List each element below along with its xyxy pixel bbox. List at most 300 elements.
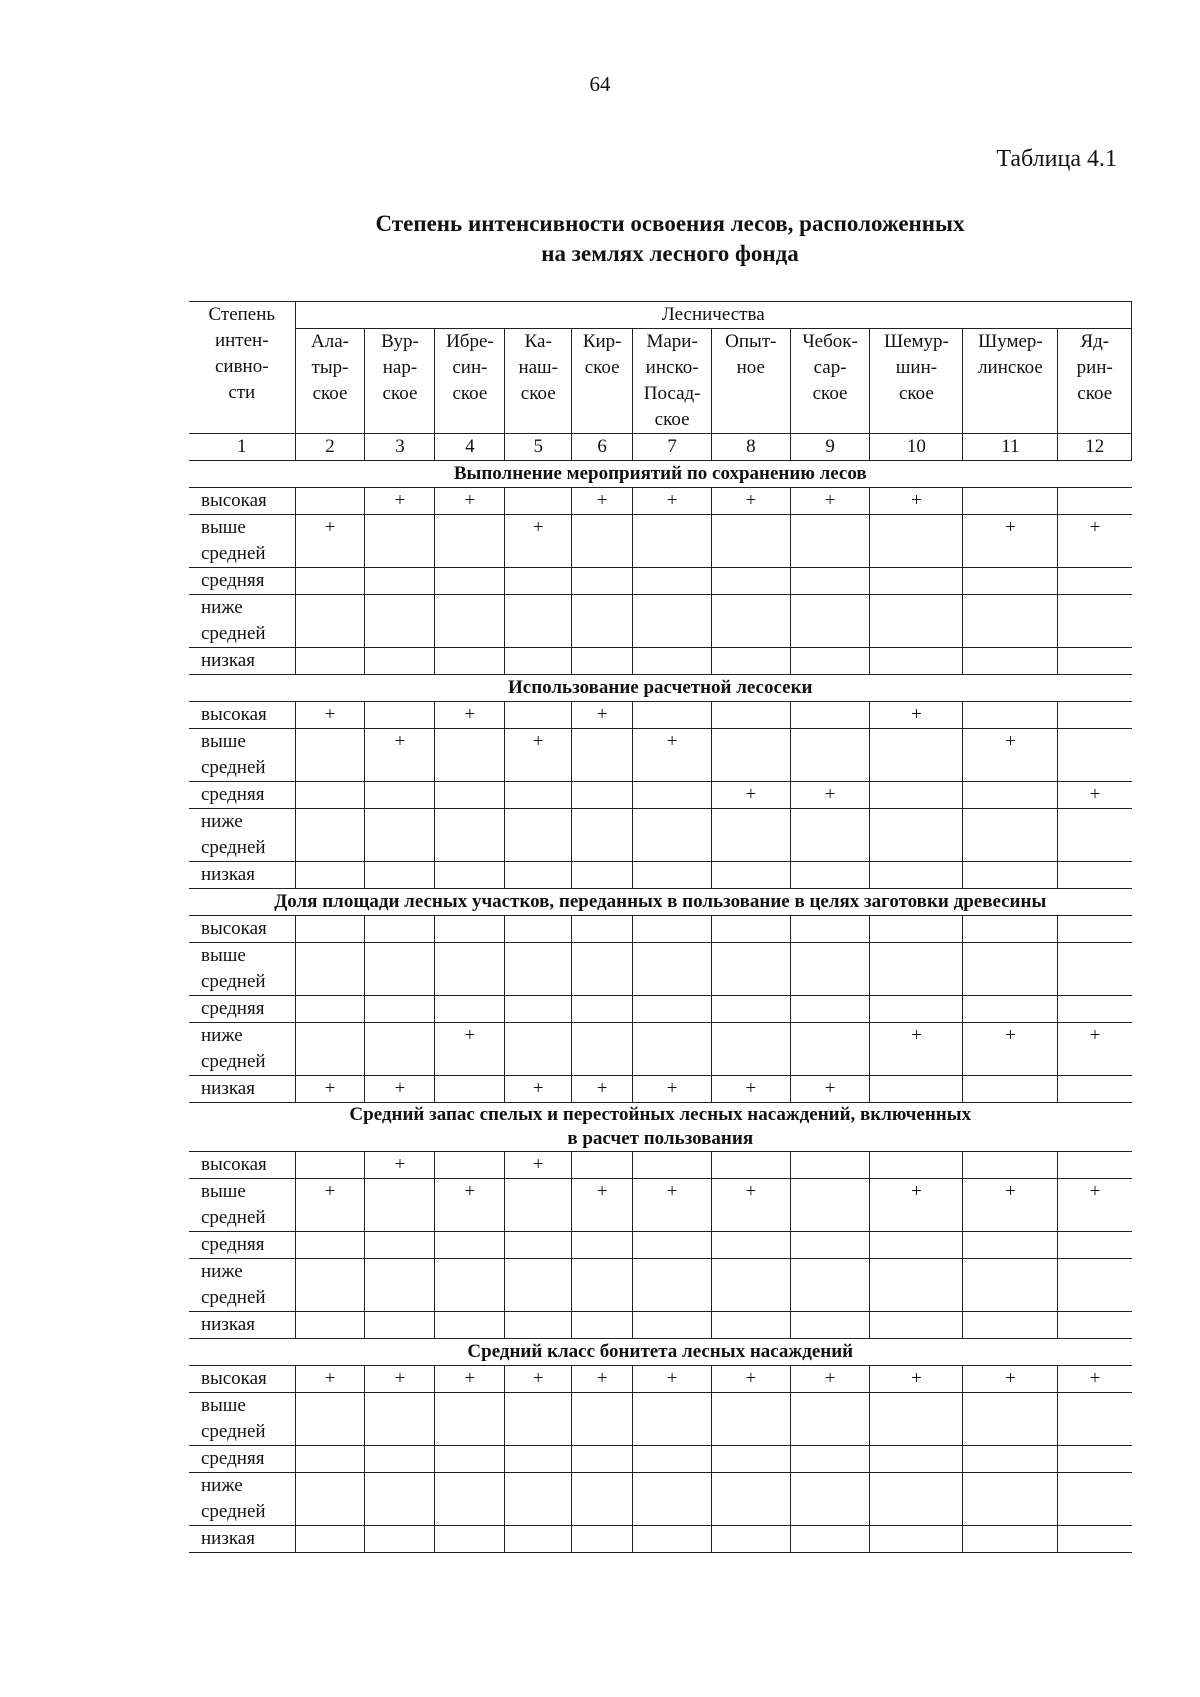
table-cell [365,862,435,889]
table-cell [963,1473,1058,1526]
table-cell [365,1023,435,1076]
table-cell [870,595,963,648]
table-cell [1058,1393,1132,1446]
table-cell [572,1446,633,1473]
column-number: 10 [870,434,963,461]
header-region-line: нар- [382,357,418,378]
table-cell [435,996,505,1023]
header-region-line: Мари- [646,331,698,352]
plus-mark: + [532,1078,544,1099]
table-cell [365,568,435,595]
plus-mark: + [666,731,678,752]
table-cell [435,1393,505,1446]
header-degree-line: сти [228,382,256,403]
row-label-line: выше [201,1395,246,1416]
table-cell [435,515,505,568]
table-cell [790,809,870,862]
table-cell [505,1232,572,1259]
plus-mark: + [1089,1025,1101,1046]
table-cell [633,1526,712,1553]
row-label-line: средней [201,1051,266,1072]
column-number: 6 [572,434,633,461]
plus-mark: + [324,517,336,538]
plus-mark: + [464,490,476,511]
table-cell [572,702,633,729]
table-cell [505,916,572,943]
header-region-line: Ибре- [446,331,494,352]
table-cell [365,1366,435,1393]
table-cell [365,1446,435,1473]
table-cell [572,1232,633,1259]
row-label: высокая [189,1152,295,1179]
table-cell [1058,702,1132,729]
row-label-line: средней [201,757,266,778]
table-cell [295,1232,365,1259]
table-cell [505,943,572,996]
header-region-line: Ка- [524,331,552,352]
table-cell [790,648,870,675]
header-group-forestries: Лесничества [295,302,1131,329]
table-cell [295,1152,365,1179]
table-cell [365,702,435,729]
table-cell [711,595,790,648]
header-region-line: Шемур- [883,331,949,352]
header-region [1058,329,1132,434]
section-title-line: Использование расчетной лесосеки [507,677,813,698]
table-cell [295,1393,365,1446]
plus-mark: + [532,1368,544,1389]
table-cell [572,916,633,943]
row-label-line: ниже [201,811,243,832]
header-region [505,329,572,434]
plus-mark: + [596,1181,608,1202]
table-cell [963,488,1058,515]
plus-mark: + [394,1078,406,1099]
table-cell [1058,943,1132,996]
table-row [189,1076,1132,1103]
table-cell [505,1366,572,1393]
table-cell [711,1023,790,1076]
plus-mark: + [824,1368,836,1389]
table-cell [572,943,633,996]
plus-mark: + [1089,784,1101,805]
plus-mark: + [745,1181,757,1202]
section-header-row [189,889,1132,916]
table-cell [870,1473,963,1526]
plus-mark: + [394,1154,406,1175]
table-cell [295,1473,365,1526]
table-cell [295,1526,365,1553]
table-cell [633,1076,712,1103]
table-cell [633,568,712,595]
table-cell [963,782,1058,809]
table-cell [1058,1526,1132,1553]
table-cell [790,488,870,515]
table-cell [365,996,435,1023]
header-degree-line: Степень [208,304,276,325]
table-cell [963,1259,1058,1312]
column-number: 4 [435,434,505,461]
table-cell [711,1179,790,1232]
table-cell [963,809,1058,862]
section-title [189,461,1132,488]
plus-mark: + [324,1078,336,1099]
plus-mark: + [532,731,544,752]
plus-mark: + [532,1154,544,1175]
table-cell [870,782,963,809]
table-cell [435,862,505,889]
table-cell [963,1526,1058,1553]
section-header-row [189,461,1132,488]
table-cell [435,702,505,729]
table-cell [963,1393,1058,1446]
table-cell [505,862,572,889]
table-cell [963,515,1058,568]
table-row [189,1152,1132,1179]
table-cell [633,996,712,1023]
column-number: 8 [711,434,790,461]
row-label: низкая [189,648,295,675]
table-cell [633,1152,712,1179]
table-cell [572,996,633,1023]
table-cell [505,996,572,1023]
plus-mark: + [596,1078,608,1099]
table-cell [435,648,505,675]
table-cell [633,1366,712,1393]
header-region-line: ское [812,383,848,404]
section-header-row [189,675,1132,702]
row-label: средняя [189,782,295,809]
table-cell [435,782,505,809]
table-cell [435,488,505,515]
table-cell [1058,648,1132,675]
table-cell [870,1393,963,1446]
row-label: высокая [189,702,295,729]
header-region-line: ское [452,383,488,404]
table-cell [963,916,1058,943]
table-cell [963,1076,1058,1103]
row-label: низкая [189,1526,295,1553]
table-cell [711,916,790,943]
row-label-line: ниже [201,1475,243,1496]
header-region-line: шин- [895,357,938,378]
header-region-line: Шумер- [978,331,1043,352]
table-cell [505,1473,572,1526]
table-cell [1058,1179,1132,1232]
table-row [189,1232,1132,1259]
column-number: 1 [189,434,295,461]
table-cell [790,1312,870,1339]
table-cell [295,488,365,515]
table-cell [505,488,572,515]
row-label: высокая [189,1366,295,1393]
table-cell [1058,1312,1132,1339]
table-cell [711,1526,790,1553]
table-row [189,1312,1132,1339]
table-cell [1058,1232,1132,1259]
column-number: 11 [963,434,1058,461]
table-cell [572,729,633,782]
row-label [189,1259,295,1312]
plus-mark: + [324,1181,336,1202]
table-cell [435,943,505,996]
plus-mark: + [394,1368,406,1389]
header-region-line: Кир- [582,331,622,352]
row-label-line: выше [201,1181,246,1202]
plus-mark: + [1089,1368,1101,1389]
header-region-line: линское [978,357,1043,378]
plus-mark: + [324,704,336,725]
table-cell [963,568,1058,595]
header-region [633,329,712,434]
table-cell [790,568,870,595]
table-cell [435,1473,505,1526]
table-cell [711,488,790,515]
table-cell [572,1023,633,1076]
table-cell [1058,916,1132,943]
table-cell [295,943,365,996]
table-cell [790,1366,870,1393]
table-cell [963,996,1058,1023]
table-cell [435,1312,505,1339]
table-cell [572,595,633,648]
table-cell [870,862,963,889]
table-cell [633,1232,712,1259]
plus-mark: + [464,1025,476,1046]
table-cell [505,729,572,782]
header-region [572,329,633,434]
table-cell [365,809,435,862]
table-cell [870,1526,963,1553]
table-row [189,515,1132,568]
row-label: низкая [189,862,295,889]
header-region-line: ское [584,357,620,378]
table-cell [572,862,633,889]
column-number: 5 [505,434,572,461]
row-label: высокая [189,488,295,515]
row-label [189,1473,295,1526]
header-region-line: тыр- [311,357,349,378]
table-cell [572,1179,633,1232]
table-cell [505,515,572,568]
table-cell [295,916,365,943]
table-cell [505,702,572,729]
table-row [189,809,1132,862]
table-cell [870,809,963,862]
table-cell [633,943,712,996]
section-title-line: Выполнение мероприятий по сохранению лесов [453,463,867,484]
table-cell [870,648,963,675]
header-region-line: Опыт- [725,331,777,352]
table-cell [870,1152,963,1179]
table-cell [365,782,435,809]
table-cell [711,1232,790,1259]
table-cell [295,568,365,595]
header-degree [189,302,295,434]
table-cell [572,1076,633,1103]
table-cell [505,1446,572,1473]
row-label-line: выше [201,517,246,538]
header-region-line: ское [520,383,556,404]
table-cell [711,1312,790,1339]
intensity-table [189,301,1132,1553]
table-cell [295,1023,365,1076]
table-cell [572,809,633,862]
table-cell [365,515,435,568]
table-cell [633,1023,712,1076]
table-row [189,1259,1132,1312]
header-degree-line: интен- [214,330,269,351]
row-label: средняя [189,568,295,595]
table-cell [505,1393,572,1446]
row-label [189,595,295,648]
row-label: средняя [189,1446,295,1473]
title-line-2: на землях лесного фонда [541,241,799,266]
table-cell [711,862,790,889]
header-region [295,329,365,434]
plus-mark: + [1089,1181,1101,1202]
column-number: 12 [1058,434,1132,461]
table-row [189,729,1132,782]
section-title-line: Средний запас спелых и перестойных лесных насаждений, включенных [349,1104,972,1125]
table-cell [435,1076,505,1103]
table-cell [963,648,1058,675]
plus-mark: + [911,1025,922,1046]
table-cell [365,1152,435,1179]
table-cell [711,568,790,595]
table-cell [572,515,633,568]
table-cell [870,1023,963,1076]
table-cell [633,1179,712,1232]
table-row [189,943,1132,996]
table-cell [790,782,870,809]
plus-mark: + [596,704,608,725]
table-cell [633,1446,712,1473]
row-label-line: ниже [201,1261,243,1282]
table-cell [711,729,790,782]
table-cell [790,943,870,996]
header-region-line: ское [1077,383,1113,404]
plus-mark: + [1005,1181,1016,1202]
table-cell [711,1366,790,1393]
row-label-line: ниже [201,597,243,618]
table-cell [435,595,505,648]
table-cell [870,1446,963,1473]
table-cell [435,916,505,943]
table-cell [1058,809,1132,862]
table-row [189,595,1132,648]
table-cell [365,729,435,782]
table-cell [572,488,633,515]
table-title [190,209,1150,269]
header-region-line: сар- [813,357,847,378]
plus-mark: + [1089,517,1101,538]
header-region-line: наш- [518,357,558,378]
table-cell [572,568,633,595]
header-region-line: ское [382,383,418,404]
table-cell [790,1526,870,1553]
table-cell [870,1312,963,1339]
table-cell [711,1259,790,1312]
column-number: 9 [790,434,870,461]
plus-mark: + [824,1078,836,1099]
table-cell [790,1023,870,1076]
table-cell [711,702,790,729]
table-cell [870,515,963,568]
table-cell [295,996,365,1023]
row-label-line: средней [201,971,266,992]
table-cell [435,1259,505,1312]
table-cell [295,729,365,782]
table-cell [790,1179,870,1232]
plus-mark: + [911,1181,922,1202]
plus-mark: + [824,490,836,511]
row-label [189,1179,295,1232]
header-region-line: Яд- [1080,331,1110,352]
section-header-row [189,1339,1132,1366]
table-cell [870,943,963,996]
table-cell [790,595,870,648]
row-label [189,943,295,996]
row-label-line: средней [201,623,266,644]
row-label [189,1023,295,1076]
row-label-line: средней [201,1421,266,1442]
table-cell [790,702,870,729]
table-row [189,862,1132,889]
plus-mark: + [394,731,406,752]
section-title [189,1103,1132,1152]
plus-mark: + [745,1368,757,1389]
table-cell [963,943,1058,996]
table-cell [365,1232,435,1259]
table-cell [870,996,963,1023]
table-cell [711,943,790,996]
table-cell [505,1179,572,1232]
table-cell [790,1393,870,1446]
plus-mark: + [911,704,922,725]
table-cell [505,1259,572,1312]
plus-mark: + [324,1368,336,1389]
section-title-line: в расчет пользования [567,1128,754,1149]
table-cell [505,1023,572,1076]
table-cell [711,515,790,568]
row-label: низкая [189,1312,295,1339]
column-number: 3 [365,434,435,461]
table-cell [633,1473,712,1526]
table-label: Таблица 4.1 [996,146,1117,172]
plus-mark: + [745,784,757,805]
table-row [189,916,1132,943]
table-cell [1058,1473,1132,1526]
row-label [189,809,295,862]
table-cell [365,1312,435,1339]
table-cell [1058,1076,1132,1103]
table-cell [365,595,435,648]
table-cell [711,1393,790,1446]
table-cell [365,1259,435,1312]
row-label: низкая [189,1076,295,1103]
table-row [189,702,1132,729]
table-cell [963,862,1058,889]
table-cell [365,1393,435,1446]
title-line-1: Степень интенсивности освоения лесов, расположенных [375,211,965,236]
section-title [189,675,1132,702]
table-cell [435,1232,505,1259]
table-row [189,1393,1132,1446]
table-cell [572,1312,633,1339]
plus-mark: + [745,1078,757,1099]
table-cell [1058,1259,1132,1312]
